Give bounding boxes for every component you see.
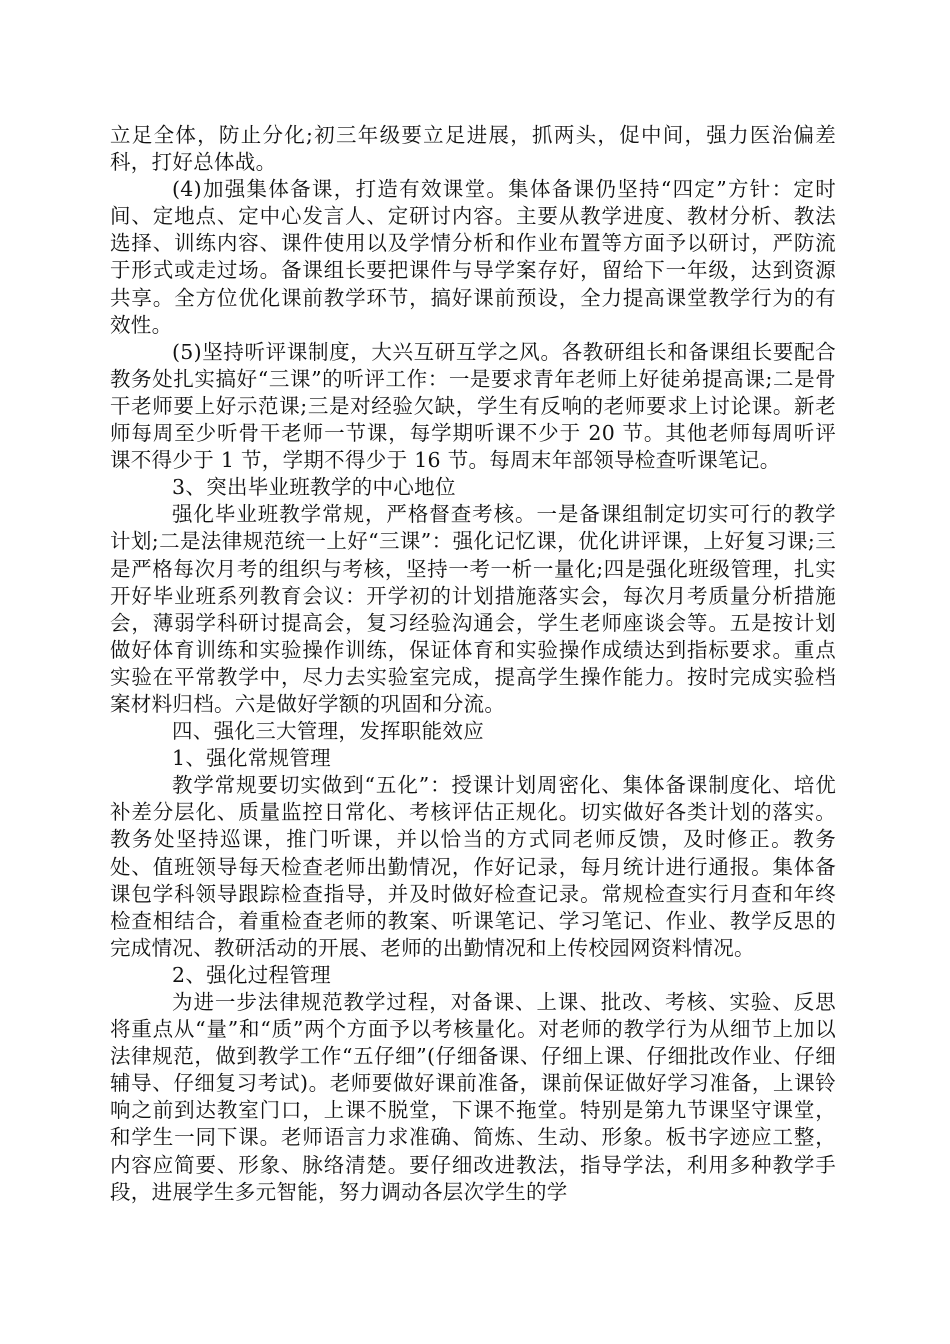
paragraph-collective-lesson-prep: (4)加强集体备课，打造有效课堂。集体备课仍坚持“四定”方针：定时间、定地点、定中心发言人、定研讨内容。主要从教学进度、教材分析、教法选择、训练内容、课件使用以及学情分析和作业布置等方面予以研讨，严防流于形式或走过场。备课组长要把课件与导学案存好，留给下一年级，达到资源共享。全方位优化课前教学环节，搞好课前预设，全力提高课堂教学行为的有效性。 bbox=[110, 177, 836, 337]
heading-routine-management: 1、强化常规管理 bbox=[172, 746, 331, 771]
paragraph-routine-management: 教学常规要切实做到“五化”：授课计划周密化、集体备课制度化、培优补差分层化、质量监控日常化、考核评估正规化。切实做好各类计划的落实。教务处坚持巡课，推门听课，并以恰当的方式同老师反馈，及时修正。教务处、值班领导每天检查老师出勤情况，作好记录，每月统计进行通报。集体备课包学科领导跟踪检查指导，并及时做好检查记录。常规检查实行月查和年终检查相结合，着重检查老师的教案、听课笔记、学习笔记、作业、教学反思的完成情况、教研活动的开展、老师的出勤情况和上传校园网资料情况。 bbox=[110, 773, 836, 960]
document-page bbox=[110, 122, 836, 1206]
paragraph-continuation: 立足全体，防止分化;初三年级要立足进展，抓两头，促中间，强力医治偏差科，打好总体战。 bbox=[110, 123, 836, 175]
paragraph-lesson-observation: (5)坚持听评课制度，大兴互研互学之风。各教研组长和备课组长要配合教务处扎实搞好“三课”的听评工作：一是要求青年老师上好徒弟提高课;二是骨干老师要上好示范课;三是对经验欠缺，学生有反响的老师要求上讨论课。新老师每周至少听骨干老师一节课，每学期听课不少于 20 节。其他老师每周听评课不得少于 1 节，学期不得少于 16 节。每周末年部领导检查听课笔记。 bbox=[110, 339, 836, 473]
heading-three-managements: 四、强化三大管理，发挥职能效应 bbox=[172, 719, 484, 744]
paragraph-graduating-class: 强化毕业班教学常规，严格督查考核。一是备课组制定切实可行的教学计划;二是法律规范统一上好“三课”：强化记忆课，优化讲评课，上好复习课;三是严格每次月考的组织与考核，坚持一考一析一量化;四是强化班级管理，扎实开好毕业班系列教育会议：开学初的计划措施落实会，每次月考质量分析措施会，薄弱学科研讨提高会，复习经验沟通会，学生老师座谈会等。五是按计划做好体育训练和实验操作训练，保证体育和实验操作成绩达到指标要求。重点实验在平常教学中，尽力去实验室完成，提高学生操作能力。按时完成实验档案材料归档。六是做好学额的巩固和分流。 bbox=[110, 502, 836, 716]
heading-graduating-class: 3、突出毕业班教学的中心地位 bbox=[172, 475, 456, 500]
paragraph-process-management: 为进一步法律规范教学过程，对备课、上课、批改、考核、实验、反思将重点从“量”和“质”两个方面予以考核量化。对老师的教学行为从细节上加以法律规范，做到教学工作“五仔细”(仔细备课、仔细上课、仔细批改作业、仔细辅导、仔细复习考试)。老师要做好课前准备，课前保证做好学习准备，上课铃响之前到达教室门口，上课不脱堂，下课不拖堂。特别是第九节课坚守课堂，和学生一同下课。老师语言力求准确、简炼、生动、形象。板书字迹应工整，内容应简要、形象、脉络清楚。要仔细改进教法，指导学法，利用多种教学手段，进展学生多元智能，努力调动各层次学生的学 bbox=[110, 990, 836, 1204]
heading-process-management: 2、强化过程管理 bbox=[172, 962, 331, 987]
